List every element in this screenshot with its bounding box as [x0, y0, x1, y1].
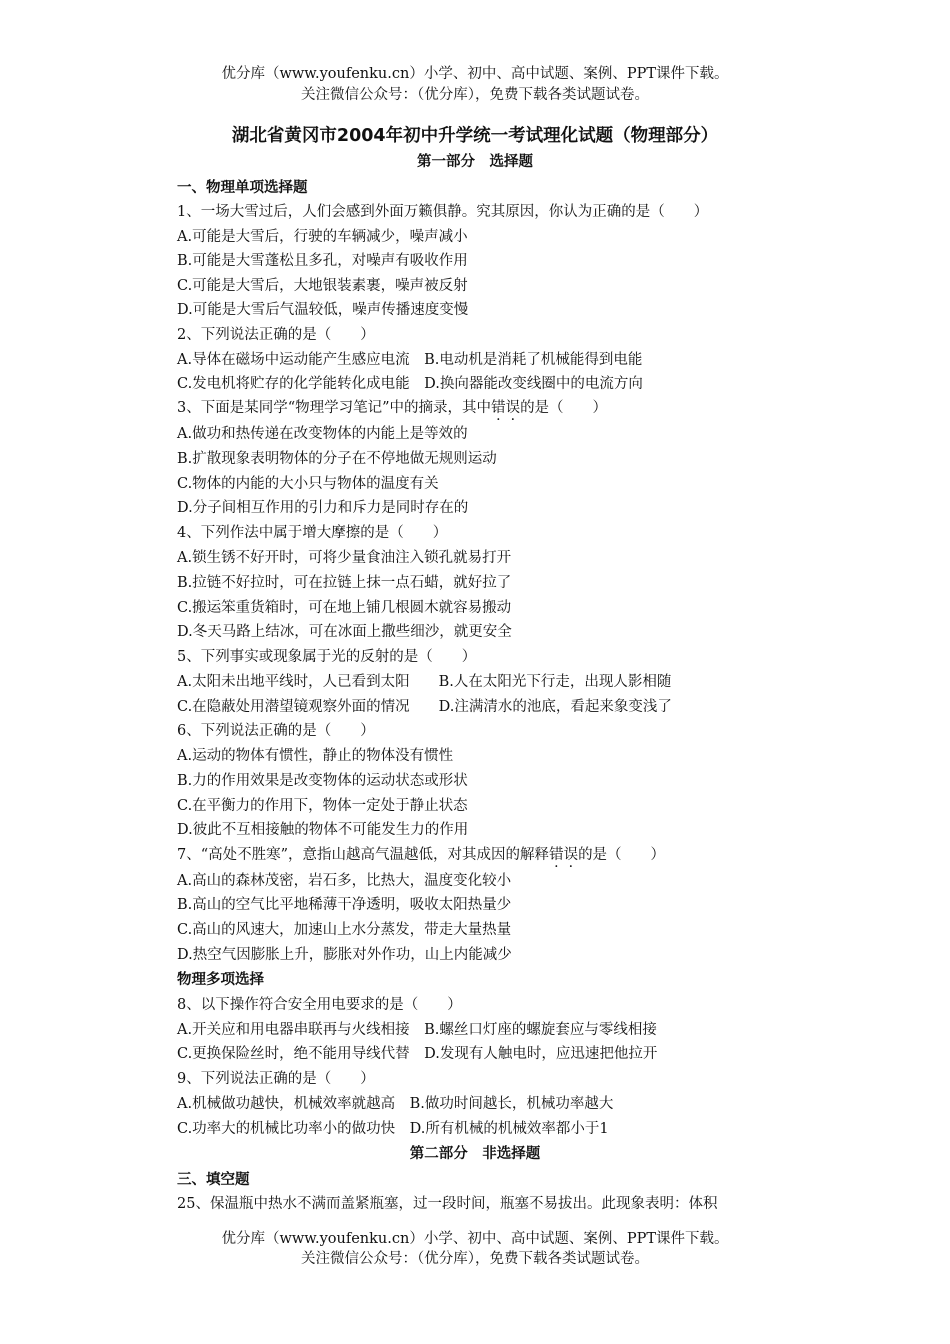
q7-stem: [177, 845, 800, 865]
q25-stem: 25、保温瓶中热水不满而盖紧瓶塞，过一段时间，瓶塞不易拔出。此现象表明：体积: [177, 1196, 718, 1212]
q8-stem: 8、以下操作符合安全用电要求的是（ ）: [177, 997, 462, 1013]
q3-stem-pre: 3、下面是某同学“物理学习笔记”中的摘录，其中: [177, 400, 492, 416]
q5-options-ab: A.太阳未出地平线时，人已看到太阳 B.人在太阳光下行走，出现人影相随: [177, 674, 672, 690]
q7-option-c: C.高山的风速大，加速山上水分蒸发，带走大量热量: [177, 922, 512, 938]
q8-options-ab: A.开关应和用电器串联再与火线相接 B.螺丝口灯座的螺旋套应与零线相接: [177, 1022, 657, 1038]
q8-options-cd: C.更换保险丝时，绝不能用导线代替 D.发现有人触电时，应迅速把他拉开: [177, 1046, 658, 1062]
header-line-2: 关注微信公众号：（优分库），免费下载各类试题试卷。: [301, 87, 649, 103]
q6-stem: 6、下列说法正确的是（ ）: [177, 723, 375, 739]
q5-options-cd: C.在隐蔽处用潜望镜观察外面的情况 D.注满清水的池底，看起来象变浅了: [177, 699, 672, 715]
section-single-choice: 一、物理单项选择题: [177, 180, 308, 196]
q7-option-a: A.高山的森林茂密，岩石多，比热大，温度变化较小: [177, 873, 512, 889]
q4-option-c: C.搬运笨重货箱时，可在地上铺几根圆木就容易搬动: [177, 600, 512, 616]
header-line-1: 优分库（www.youfenku.cn）小学、初中、高中试题、案例、PPT课件下载。: [221, 66, 729, 82]
q4-stem: 4、下列作法中属于增大摩擦的是（ ）: [177, 525, 448, 541]
section-fill-in: 三、填空题: [177, 1172, 250, 1188]
q9-stem: 9、下列说法正确的是（ ）: [177, 1071, 375, 1087]
q3-emphasis-2: 误: [505, 400, 521, 416]
q9-options-cd: C.功率大的机械比功率小的做功快 D.所有机械的机械效率都小于1: [177, 1121, 609, 1137]
q3-stem-post: 的是（ ）: [520, 400, 608, 416]
footer-line-2: 关注微信公众号：（优分库），免费下载各类试题试卷。: [301, 1251, 649, 1267]
q7-stem-pre: 7、“高处不胜寒”，意指山越高气温越低，对其成因的解释: [177, 847, 550, 863]
q3-option-d: D.分子间相互作用的引力和斥力是同时存在的: [177, 500, 469, 516]
q7-emphasis-2: 误: [563, 847, 579, 863]
q7-stem-post: 的是（ ）: [578, 847, 666, 863]
q1-option-a: A.可能是大雪后，行驶的车辆减少，噪声减小: [177, 229, 468, 245]
q3-option-c: C.物体的内能的大小只与物体的温度有关: [177, 476, 439, 492]
section-multiple-choice: 物理多项选择: [177, 972, 264, 988]
part-two-heading: 第二部分 非选择题: [409, 1146, 541, 1162]
footer-line-1: 优分库（www.youfenku.cn）小学、初中、高中试题、案例、PPT课件下载。: [221, 1231, 729, 1247]
part-one-heading: 第一部分 选择题: [417, 154, 533, 170]
q7-option-d: D.热空气因膨胀上升，膨胀对外作功，山上内能减少: [177, 947, 512, 963]
q4-option-b: B.拉链不好拉时，可在拉链上抹一点石蜡，就好拉了: [177, 575, 512, 591]
q3-option-b: B.扩散现象表明物体的分子在不停地做无规则运动: [177, 451, 497, 467]
q2-options-ab: A.导体在磁场中运动能产生感应电流 B.电动机是消耗了机械能得到电能: [177, 352, 643, 368]
q9-options-ab: A.机械做功越快，机械效率就越高 B.做功时间越长，机械功率越大: [177, 1096, 614, 1112]
q6-option-c: C.在平衡力的作用下，物体一定处于静止状态: [177, 798, 468, 814]
q4-option-d: D.冬天马路上结冰，可在冰面上撒些细沙，就更安全: [177, 624, 512, 640]
q3-emphasis-1: 错: [491, 400, 506, 416]
q2-options-cd: C.发电机将贮存的化学能转化成电能 D.换向器能改变线圈中的电流方向: [177, 376, 643, 392]
q4-option-a: A.锁生锈不好开时，可将少量食油注入锁孔就易打开: [177, 550, 512, 566]
q6-option-b: B.力的作用效果是改变物体的运动状态或形状: [177, 773, 468, 789]
q5-stem: 5、下列事实或现象属于光的反射的是（ ）: [177, 649, 477, 665]
q7-emphasis-1: 错: [549, 847, 564, 863]
q3-stem: [177, 398, 800, 418]
q6-option-d: D.彼此不互相接触的物体不可能发生力的作用: [177, 822, 469, 838]
q7-option-b: B.高山的空气比平地稀薄干净透明，吸收太阳热量少: [177, 897, 512, 913]
page-title: 湖北省黄冈市2004年初中升学统一考试理化试题（物理部分）: [231, 126, 719, 146]
q3-option-a: A.做功和热传递在改变物体的内能上是等效的: [177, 426, 468, 442]
q1-option-d: D.可能是大雪后气温较低，噪声传播速度变慢: [177, 302, 469, 318]
q1-option-c: C.可能是大雪后，大地银装素裹，噪声被反射: [177, 278, 468, 294]
q1-stem: 1、一场大雪过后，人们会感到外面万籁俱静。究其原因，你认为正确的是（ ）: [177, 204, 709, 220]
q2-stem: 2、下列说法正确的是（ ）: [177, 327, 375, 343]
q1-option-b: B.可能是大雪蓬松且多孔，对噪声有吸收作用: [177, 253, 468, 269]
q6-option-a: A.运动的物体有惯性，静止的物体没有惯性: [177, 748, 454, 764]
